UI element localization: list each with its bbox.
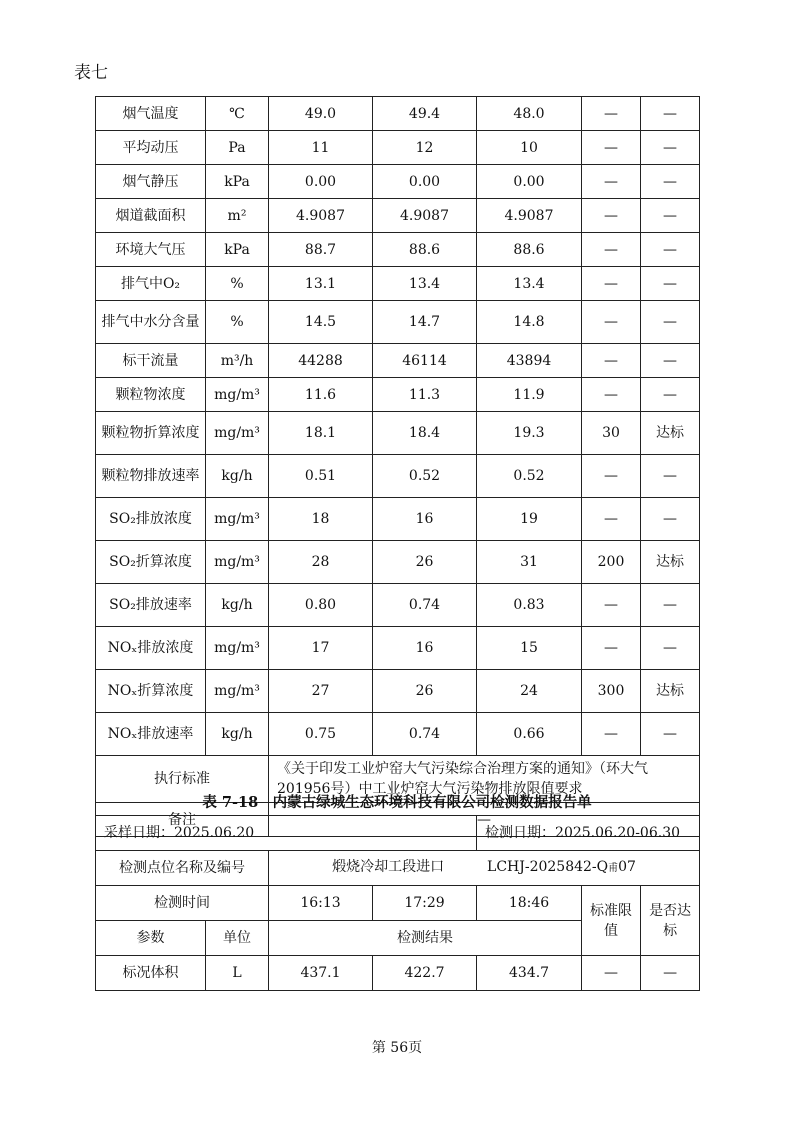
cell-v3: 48.0	[477, 97, 582, 131]
cell-v2: 12	[373, 131, 477, 165]
cell-result: —	[641, 627, 700, 670]
table-row	[96, 627, 700, 670]
cell-result: —	[641, 97, 700, 131]
cell-v1: 28	[269, 541, 373, 584]
point-info	[269, 851, 700, 886]
point-name: 煅烧冷却工段进口	[332, 859, 445, 875]
cell-v1: 0.51	[269, 455, 373, 498]
cell-v3: 19	[477, 498, 582, 541]
table-row	[96, 498, 700, 541]
cell-limit: —	[582, 627, 641, 670]
page-footer: 第 56页	[371, 1040, 423, 1056]
cell-v3: 0.66	[477, 713, 582, 756]
cell-v1: 11	[269, 131, 373, 165]
cell-unit: %	[206, 301, 269, 344]
cell-v1: 13.1	[269, 267, 373, 301]
cell-v2: 422.7	[373, 956, 477, 991]
cell-unit: kPa	[206, 233, 269, 267]
cell-v3: 19.3	[477, 412, 582, 455]
cell-limit: —	[582, 956, 641, 991]
cell-limit: —	[582, 455, 641, 498]
cell-unit: mg/m³	[206, 498, 269, 541]
cell-param: 平均动压	[96, 131, 206, 165]
cell-v1: 4.9087	[269, 199, 373, 233]
emission-table-body	[96, 97, 700, 756]
cell-v3: 14.8	[477, 301, 582, 344]
cell-v2: 13.4	[373, 267, 477, 301]
cell-result: —	[641, 498, 700, 541]
time-label: 检测时间	[96, 886, 269, 921]
table-row	[96, 956, 700, 991]
cell-param: 颗粒物折算浓度	[96, 412, 206, 455]
table-row	[96, 378, 700, 412]
standard-label: 执行标准	[96, 756, 269, 803]
time-2: 17:29	[373, 886, 477, 921]
cell-result: —	[641, 233, 700, 267]
table-row	[96, 233, 700, 267]
cell-v3: 0.83	[477, 584, 582, 627]
cell-v2: 16	[373, 627, 477, 670]
cell-limit: —	[582, 713, 641, 756]
cell-limit: —	[582, 131, 641, 165]
report-table	[95, 815, 700, 991]
cell-limit: —	[582, 344, 641, 378]
cell-v1: 18	[269, 498, 373, 541]
cell-param: 环境大气压	[96, 233, 206, 267]
cell-v2: 14.7	[373, 301, 477, 344]
cell-result: 达标	[641, 541, 700, 584]
cell-unit: mg/m³	[206, 412, 269, 455]
cell-v2: 16	[373, 498, 477, 541]
cell-limit: —	[582, 97, 641, 131]
cell-v3: 43894	[477, 344, 582, 378]
cell-v1: 11.6	[269, 378, 373, 412]
table-row	[96, 301, 700, 344]
limit-header: 标准限值	[582, 886, 641, 956]
cell-result: —	[641, 455, 700, 498]
cell-param: SO₂排放速率	[96, 584, 206, 627]
cell-v1: 0.80	[269, 584, 373, 627]
cell-limit: —	[582, 199, 641, 233]
report-table-body	[96, 956, 700, 991]
cell-param: 排气中O₂	[96, 267, 206, 301]
table-row	[96, 713, 700, 756]
cell-unit: ℃	[206, 97, 269, 131]
table-row	[96, 541, 700, 584]
table-row	[96, 131, 700, 165]
cell-v3: 88.6	[477, 233, 582, 267]
cell-limit: —	[582, 584, 641, 627]
table-row	[96, 97, 700, 131]
table-row	[96, 165, 700, 199]
point-code-sub: 甫	[608, 863, 619, 874]
cell-v2: 0.00	[373, 165, 477, 199]
cell-v3: 434.7	[477, 956, 582, 991]
point-code-end: 07	[618, 859, 636, 875]
cell-v3: 0.52	[477, 455, 582, 498]
cell-v3: 4.9087	[477, 199, 582, 233]
cell-param: SO₂折算浓度	[96, 541, 206, 584]
cell-v2: 4.9087	[373, 199, 477, 233]
cell-v1: 437.1	[269, 956, 373, 991]
cell-v2: 0.74	[373, 584, 477, 627]
cell-v1: 49.0	[269, 97, 373, 131]
point-label: 检测点位名称及编号	[96, 851, 269, 886]
cell-limit: 300	[582, 670, 641, 713]
cell-unit: kg/h	[206, 584, 269, 627]
time-3: 18:46	[477, 886, 582, 921]
cell-unit: kg/h	[206, 455, 269, 498]
standard-text: 《关于印发工业炉窑大气污染综合治理方案的通知》（环大气201956号）中工业炉窑大气污染物排放限值要求	[269, 756, 700, 803]
table-row	[96, 267, 700, 301]
cell-param: 烟气静压	[96, 165, 206, 199]
cell-limit: —	[582, 378, 641, 412]
cell-limit: —	[582, 267, 641, 301]
cell-result: —	[641, 713, 700, 756]
cell-v3: 11.9	[477, 378, 582, 412]
cell-v1: 0.00	[269, 165, 373, 199]
sampling-date: 采样日期：2025.06.20	[96, 816, 477, 851]
cell-unit: L	[206, 956, 269, 991]
table-row	[96, 199, 700, 233]
cell-v2: 26	[373, 541, 477, 584]
cell-v1: 44288	[269, 344, 373, 378]
cell-v2: 0.74	[373, 713, 477, 756]
table-row	[96, 412, 700, 455]
cell-v1: 88.7	[269, 233, 373, 267]
cell-v1: 0.75	[269, 713, 373, 756]
cell-limit: —	[582, 301, 641, 344]
cell-param: 烟道截面积	[96, 199, 206, 233]
cell-param: 颗粒物浓度	[96, 378, 206, 412]
cell-unit: mg/m³	[206, 627, 269, 670]
cell-unit: m³/h	[206, 344, 269, 378]
cell-unit: Pa	[206, 131, 269, 165]
cell-v2: 49.4	[373, 97, 477, 131]
remarks-label: 备注	[96, 803, 269, 837]
cell-result: —	[641, 378, 700, 412]
cell-limit: —	[582, 165, 641, 199]
cell-v2: 46114	[373, 344, 477, 378]
cell-v3: 10	[477, 131, 582, 165]
unit-header: 单位	[206, 921, 269, 956]
cell-limit: 30	[582, 412, 641, 455]
results-header: 检测结果	[269, 921, 582, 956]
table-row	[96, 344, 700, 378]
table-row	[96, 584, 700, 627]
cell-result: 达标	[641, 412, 700, 455]
cell-param: 排气中水分含量	[96, 301, 206, 344]
testing-date: 检测日期：2025.06.20-06.30	[477, 816, 700, 851]
result-header: 是否达标	[641, 886, 700, 956]
cell-result: —	[641, 301, 700, 344]
cell-unit: mg/m³	[206, 378, 269, 412]
cell-v1: 17	[269, 627, 373, 670]
cell-unit: kg/h	[206, 713, 269, 756]
cell-result: —	[641, 267, 700, 301]
cell-param: NOₓ排放速率	[96, 713, 206, 756]
cell-result: —	[641, 956, 700, 991]
cell-limit: —	[582, 233, 641, 267]
table-caption: 表 7-18 内蒙古绿城生态环境科技有限公司检测数据报告单	[202, 794, 592, 811]
cell-param: 颗粒物排放速率	[96, 455, 206, 498]
cell-result: —	[641, 584, 700, 627]
cell-v3: 24	[477, 670, 582, 713]
cell-param: 烟气温度	[96, 97, 206, 131]
cell-v1: 18.1	[269, 412, 373, 455]
cell-unit: kPa	[206, 165, 269, 199]
cell-param: NOₓ排放浓度	[96, 627, 206, 670]
date-row	[96, 816, 700, 851]
cell-v3: 31	[477, 541, 582, 584]
cell-param: NOₓ折算浓度	[96, 670, 206, 713]
cell-result: —	[641, 165, 700, 199]
cell-unit: %	[206, 267, 269, 301]
table-row	[96, 455, 700, 498]
cell-unit: m²	[206, 199, 269, 233]
cell-param: 标况体积	[96, 956, 206, 991]
cell-limit: 200	[582, 541, 641, 584]
param-header: 参数	[96, 921, 206, 956]
cell-param: SO₂排放浓度	[96, 498, 206, 541]
cell-v2: 18.4	[373, 412, 477, 455]
cell-param: 标干流量	[96, 344, 206, 378]
time-1: 16:13	[269, 886, 373, 921]
table-row	[96, 670, 700, 713]
cell-limit: —	[582, 498, 641, 541]
cell-v2: 26	[373, 670, 477, 713]
remarks-value: —	[269, 803, 700, 837]
cell-result: —	[641, 199, 700, 233]
cell-v3: 13.4	[477, 267, 582, 301]
page-label: 表七	[74, 63, 108, 83]
emission-table	[95, 96, 700, 837]
point-code: LCHJ-2025842-Q	[487, 859, 609, 875]
cell-unit: mg/m³	[206, 541, 269, 584]
cell-v1: 14.5	[269, 301, 373, 344]
cell-v1: 27	[269, 670, 373, 713]
time-row	[96, 886, 700, 921]
cell-v2: 0.52	[373, 455, 477, 498]
cell-result: —	[641, 131, 700, 165]
cell-unit: mg/m³	[206, 670, 269, 713]
cell-v2: 11.3	[373, 378, 477, 412]
cell-result: —	[641, 344, 700, 378]
point-row	[96, 851, 700, 886]
cell-result: 达标	[641, 670, 700, 713]
cell-v2: 88.6	[373, 233, 477, 267]
cell-v3: 15	[477, 627, 582, 670]
cell-v3: 0.00	[477, 165, 582, 199]
